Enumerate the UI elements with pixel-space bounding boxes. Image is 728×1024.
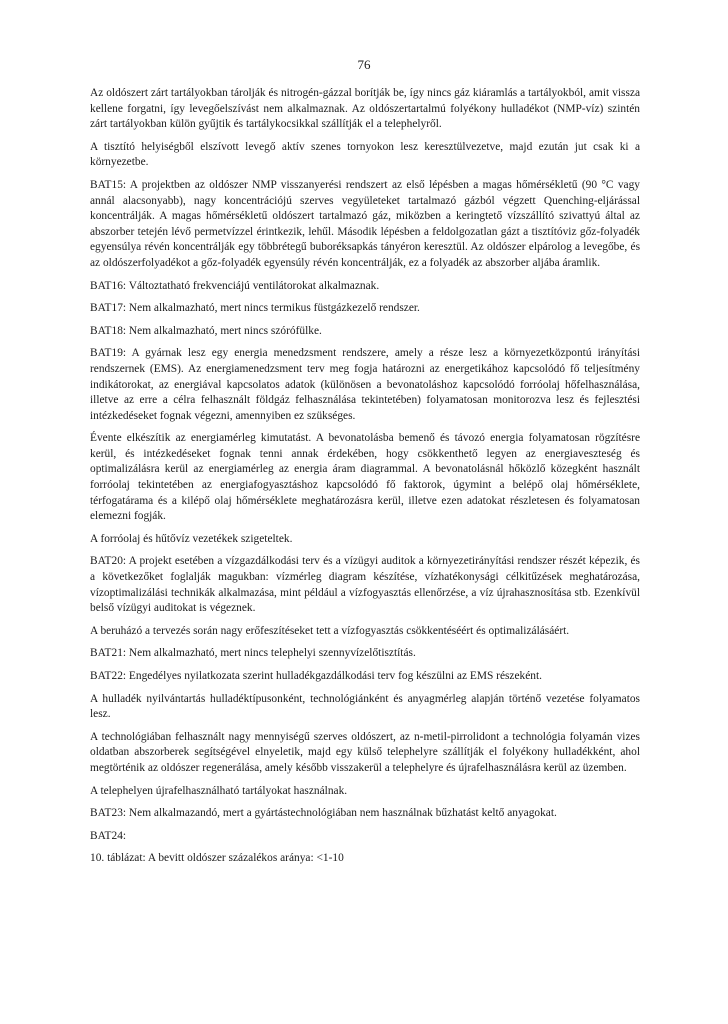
paragraph-bat21: BAT21: Nem alkalmazható, mert nincs telephelyi szennyvízelőtisztítás. [90, 647, 416, 660]
paragraph-cleaning-room-air: A tisztító helyiségből elszívott levegő aktív szenes tornyokon lesz keresztülvezetve, majd ezután jut csak ki a környezetbe. [90, 140, 640, 169]
paragraph-nmp-storage: Az oldószert zárt tartályokban tárolják és nitrogén-gázzal borítják be, így nincs gáz kiáramlás a tartályokból, amit vissza kellene forgatni, így levegőelszívást nem alkalmaznak. Az oldószertartalmú folyékony hulladékot (NMP-víz) szintén zárt tartályokban külön gyűjtik és tartálykocsikkal szállítják el a telephelyről. [90, 87, 640, 131]
paragraph-bat16: BAT16: Változtatható frekvenciájú ventilátorokat alkalmaznak. [90, 279, 380, 292]
paragraph-bat17: BAT17: Nem alkalmazható, mert nincs termikus füstgázkezelő rendszer. [90, 302, 420, 315]
paragraph-bat24: BAT24: [90, 829, 127, 842]
table-caption: 10. táblázat: A bevitt oldószer százalékos aránya: <1-10 [90, 852, 344, 865]
page-number: 76 [357, 57, 371, 72]
paragraph-bat23: BAT23: Nem alkalmazandó, mert a gyártástechnológiában nem használnak bűzhatást keltő anyagokat. [90, 807, 557, 820]
paragraph-reusable-tanks: A telephelyen újrafelhasználható tartályokat használnak. [90, 784, 348, 797]
paragraph-insulation: A forróolaj és hűtővíz vezetékek szigeteltek. [90, 532, 293, 545]
paragraph-bat19: BAT19: A gyárnak lesz egy energia menedzsment rendszere, amely a része lesz a környezetközpontú irányítási rendszernek (EMS). Az energiamenedzsment terv meg fogja határozni az energetikához kapcsolódó fő teljesítmény indikátorokat, az energiával kapcsolatos adatok (különösen a bevonatoláshoz kapcsolódó forróolaj hőfelhasználása, illetve az erre a célra felhasznált földgáz felhasználása tekintetében) folyamatosan monitorozva lesz és fejlesztési intézkedéseket fognak végezni, amennyiben ez szükséges. [90, 347, 640, 422]
paragraph-bat22: BAT22: Engedélyes nyilatkozata szerint hulladékgazdálkodási terv fog készülni az EMS részeként. [90, 670, 542, 682]
paragraph-bat20: BAT20: A projekt esetében a vízgazdálkodási terv és a vízügyi auditok a környezetirányítási rendszer részét képezik, és a következőket foglalják magukban: vízmérleg diagram készítése, vízhatékonysági célkitűzések meghatározása, vízoptimalizálási technikák alkalmazása, mint például a vízfogyasztás ellenőrzése, a víz újrahasznosítása stb. Ezenkívül belső vízügyi auditokat is végeznek. [90, 555, 640, 615]
paragraph-energy-balance: Évente elkészítik az energiamérleg kimutatást. A bevonatolásba bemenő és távozó energia folyamatosan rögzítésre kerül, és intézkedéseket fognak tenni annak érdekében, hogy csökkenthető legyen az energiaveszteség és optimalizálásra kerül az energiamérleg az energia áram diagrammal. A bevonatolásnál hőközlő közegként használt forróolaj tekintetében az energiafogyasztáshoz kapcsolódó fő faktorok, úgymint a belépő olaj hőmérséklete, térfogatárama és a kilépő olaj hőmérséklete meghatározásra kerül, illetve ezen adatokat részletesen és folyamatosan elemezni fogják. [90, 432, 640, 523]
paragraph-bat15: BAT15: A projektben az oldószer NMP visszanyerési rendszert az első lépésben a magas hőmérsékletű (90 °C vagy annál alacsonyabb), nagy koncentrációjú szerves vegyületeket tartalmazó gázból végzett Quenching-eljárással koncentrálják. A magas hőmérsékletű oldószert tartalmazó gáz, miközben a keringtető vízszállító szivattyú által az abszorber tetején lévő permetvízzel érintkezik, lehűl. Második lépésben a feldolgozatlan gázt a tisztítóviz gőz-folyadék egyensúlya révén koncentrálják egy többrétegű buboréksapkás tányéron keresztül. Az oldószer elpárolog a levegőbe, és az oldószerfolyadékot a gőz-folyadék egyensúly révén koncentrálják, ez a folyadék az abszorber aljába áramlik. [90, 178, 640, 269]
paragraph-waste-records: A hulladék nyilvántartás hulladéktípusonként, technológiánként és anyagmérleg alapján történő vezetése folyamatos lesz. [90, 692, 640, 721]
paragraph-bat18: BAT18: Nem alkalmazható, mert nincs szórófülke. [90, 324, 322, 337]
body-text [90, 86, 640, 874]
paragraph-solvent-recovery: A technológiában felhasznált nagy mennyiségű szerves oldószert, az n-metil-pirrolidont a technológia folyamán vizes oldatban abszorberek segítségével elnyeletik, majd egy külső telephelyre szállítják el folyékony hulladékként, ahol megtörténik az oldószer regenerálása, amely később visszakerül a telephelyre és újrafelhasználásra kerül az üzemben. [90, 730, 640, 774]
paragraph-water-reduction: A beruházó a tervezés során nagy erőfeszítéseket tett a vízfogyasztás csökkentéséért és optimalizálásáért. [90, 624, 570, 637]
